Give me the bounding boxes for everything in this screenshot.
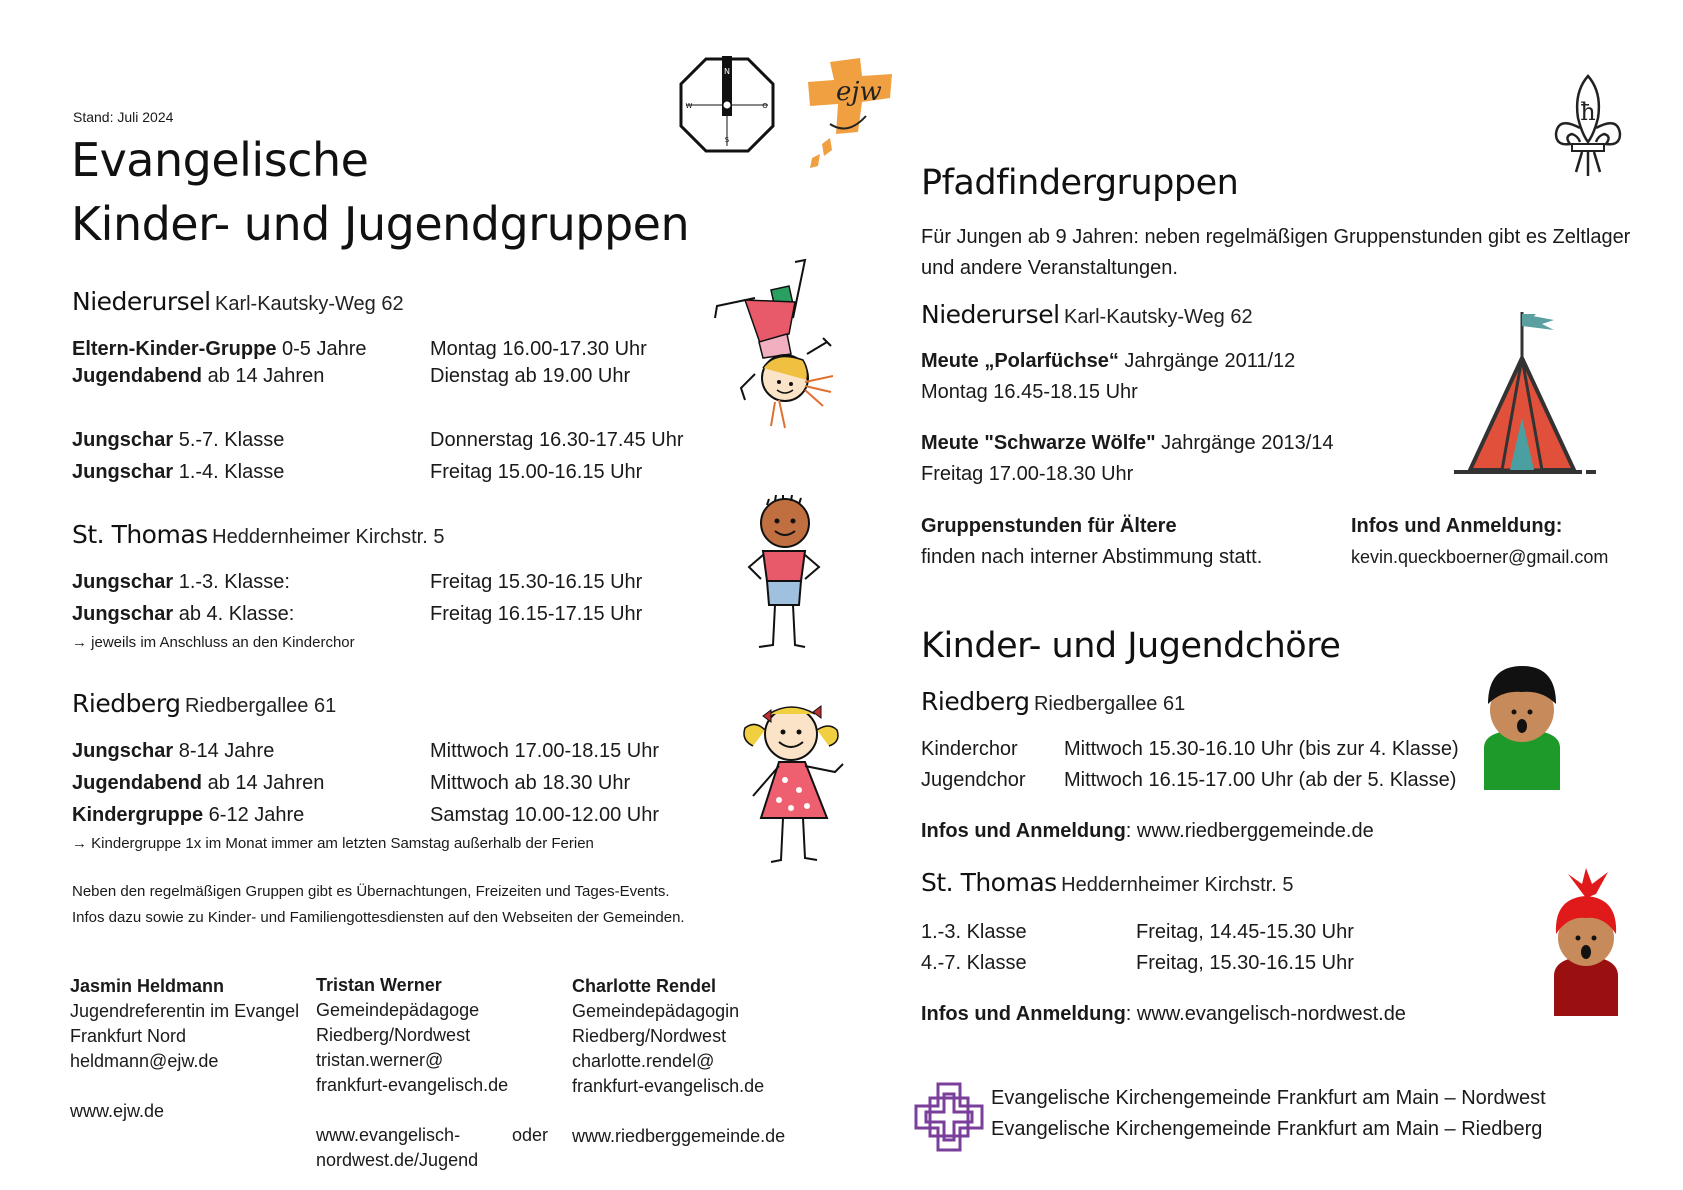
choir-time: Mittwoch 15.30-16.10 Uhr (bis zur 4. Klasse) bbox=[1064, 738, 1459, 760]
pfad-infos-email[interactable]: kevin.queckboerner@gmail.com bbox=[1351, 547, 1609, 567]
location-name: Niederursel bbox=[921, 300, 1060, 329]
contact-email[interactable]: heldmann@ejw.de bbox=[70, 1051, 219, 1071]
group-time: Donnerstag 16.30-17.45 Uhr bbox=[430, 429, 684, 451]
contact-role: Gemeindepädagoge bbox=[316, 1000, 480, 1020]
location-name: Riedberg bbox=[921, 687, 1030, 716]
group-row bbox=[72, 461, 284, 484]
info-label: Infos und Anmeldung bbox=[921, 1003, 1126, 1025]
meute-name: Meute "Schwarze Wölfe" bbox=[921, 432, 1156, 454]
footer-line-2: Evangelische Kirchengemeinde Frankfurt am Main – Riedberg bbox=[991, 1118, 1543, 1140]
group-detail: 8-14 Jahre bbox=[173, 740, 275, 762]
singing-girl-icon bbox=[1546, 868, 1626, 1016]
compass-logo-icon bbox=[676, 54, 778, 156]
group-detail: 1.-4. Klasse bbox=[173, 461, 285, 483]
meute-name: Meute „Polarfüchse“ bbox=[921, 350, 1119, 372]
group-detail: ab 4. Klasse: bbox=[173, 603, 295, 625]
choir-label: 4.-7. Klasse bbox=[921, 952, 1027, 974]
group-row bbox=[72, 740, 274, 763]
pfad-infos-title: Infos und Anmeldung: bbox=[1351, 515, 1563, 537]
contact-area: Riedberg/Nordwest bbox=[316, 1025, 471, 1045]
group-time: Dienstag ab 19.00 Uhr bbox=[430, 365, 631, 387]
contact-name: Charlotte Rendel bbox=[572, 976, 717, 996]
location-address: Heddernheimer Kirchstr. 5 bbox=[1061, 874, 1294, 896]
contact-role: Jugendreferentin im Evangel bbox=[70, 1001, 300, 1021]
stand-date: Stand: Juli 2024 bbox=[73, 109, 174, 125]
contact-email-domain[interactable]: frankfurt-evangelisch.de bbox=[316, 1075, 509, 1095]
contact-name: Jasmin Heldmann bbox=[70, 976, 225, 996]
group-name: Jungschar bbox=[72, 603, 174, 625]
pfad-description-1: Für Jungen ab 9 Jahren: neben regelmäßigen Gruppenstunden gibt es Zeltlager bbox=[921, 226, 1631, 248]
group-name: Jugendabend bbox=[72, 772, 203, 794]
info-link[interactable]: : www.riedberggemeinde.de bbox=[1125, 820, 1374, 842]
cartwheel-child-illustration bbox=[705, 258, 855, 438]
info-line-2: Infos dazu sowie zu Kinder- und Familiengottesdiensten auf den Webseiten der Gemeinden. bbox=[72, 909, 685, 926]
footer-line-1: Evangelische Kirchengemeinde Frankfurt am Main – Nordwest bbox=[991, 1087, 1546, 1109]
riedberg-note: → Kindergruppe 1x im Monat immer am letzten Samstag außerhalb der Ferien bbox=[72, 835, 594, 852]
contact-rendel bbox=[572, 974, 812, 1149]
meute-years: Jahrgänge 2011/12 bbox=[1118, 350, 1296, 372]
location-name: St. Thomas bbox=[921, 868, 1057, 897]
contact-website[interactable]: www.ejw.de bbox=[70, 1101, 165, 1121]
location-riedberg bbox=[72, 689, 336, 718]
meute-years: Jahrgänge 2013/14 bbox=[1155, 432, 1334, 454]
contact-website[interactable]: www.evangelisch- bbox=[316, 1125, 461, 1145]
location-address: Riedbergallee 61 bbox=[1033, 693, 1186, 715]
tent-icon bbox=[1450, 308, 1600, 478]
contact-website-or: oder bbox=[511, 1125, 548, 1145]
group-time: Freitag 15.00-16.15 Uhr bbox=[430, 461, 643, 483]
group-detail: 5.-7. Klasse bbox=[173, 429, 285, 451]
group-name: Jungschar bbox=[72, 461, 174, 483]
contact-website-cont[interactable]: nordwest.de/Jugend bbox=[316, 1150, 479, 1170]
contact-area: Frankfurt Nord bbox=[70, 1026, 187, 1046]
choir-location-riedberg bbox=[921, 687, 1185, 716]
group-row bbox=[72, 603, 294, 626]
choir-label: Jugendchor bbox=[921, 769, 1026, 791]
group-time: Mittwoch 17.00-18.15 Uhr bbox=[430, 740, 660, 762]
meute-schwarze-woelfe-time: Freitag 17.00-18.30 Uhr bbox=[921, 463, 1134, 485]
location-address: Riedbergallee 61 bbox=[184, 695, 337, 717]
meute-polarfuechse bbox=[921, 350, 1295, 373]
pfad-description-2: und andere Veranstaltungen. bbox=[921, 257, 1178, 279]
group-time: Mittwoch ab 18.30 Uhr bbox=[430, 772, 631, 794]
choir-riedberg-info bbox=[921, 820, 1374, 843]
location-st-thomas bbox=[72, 520, 444, 549]
girl-illustration bbox=[735, 700, 855, 870]
group-name: Jungschar bbox=[72, 571, 174, 593]
older-groups-text: finden nach interner Abstimmung statt. bbox=[921, 546, 1263, 568]
boy-illustration bbox=[735, 495, 825, 655]
meute-schwarze-woelfe bbox=[921, 432, 1334, 455]
svg-text:ejw: ejw bbox=[836, 77, 882, 107]
contact-name: Tristan Werner bbox=[316, 975, 442, 995]
group-detail: ab 14 Jahren bbox=[202, 772, 325, 794]
section-title-pfadfinder: Pfadfindergruppen bbox=[921, 163, 1239, 203]
group-detail: 1.-3. Klasse: bbox=[173, 571, 290, 593]
contact-heldmann bbox=[70, 974, 306, 1124]
compass-w: W bbox=[685, 102, 693, 110]
group-row bbox=[72, 571, 290, 594]
choir-time: Mittwoch 16.15-17.00 Uhr (ab der 5. Klasse) bbox=[1064, 769, 1457, 791]
group-name: Jungschar bbox=[72, 429, 174, 451]
group-time: Samstag 10.00-12.00 Uhr bbox=[430, 804, 660, 826]
info-label: Infos und Anmeldung bbox=[921, 820, 1126, 842]
choir-label: 1.-3. Klasse bbox=[921, 921, 1027, 943]
group-row bbox=[72, 338, 367, 361]
contact-website[interactable]: www.riedberggemeinde.de bbox=[572, 1126, 786, 1146]
info-link[interactable]: : www.evangelisch-nordwest.de bbox=[1125, 1003, 1406, 1025]
group-detail: ab 14 Jahren bbox=[202, 365, 325, 387]
location-name: Riedberg bbox=[72, 689, 181, 718]
singing-boy-icon bbox=[1482, 660, 1562, 790]
choir-time: Freitag, 15.30-16.15 Uhr bbox=[1136, 952, 1354, 974]
contact-email[interactable]: tristan.werner@ bbox=[316, 1050, 444, 1070]
svg-text:ħ: ħ bbox=[1580, 98, 1596, 126]
info-line-1: Neben den regelmäßigen Gruppen gibt es Übernachtungen, Freizeiten und Tages-Events. bbox=[72, 883, 670, 900]
group-row bbox=[72, 365, 324, 388]
choir-location-st-thomas bbox=[921, 868, 1293, 897]
section-title-choirs: Kinder- und Jugendchöre bbox=[921, 626, 1341, 666]
group-time: Montag 16.00-17.30 Uhr bbox=[430, 338, 647, 360]
compass-n: N bbox=[724, 67, 730, 76]
location-name: St. Thomas bbox=[72, 520, 208, 549]
contact-role: Gemeindepädagogin bbox=[572, 1001, 740, 1021]
group-detail: 0-5 Jahre bbox=[276, 338, 367, 360]
group-detail: 6-12 Jahre bbox=[203, 804, 305, 826]
page-title-line2: Kinder- und Jugendgruppen bbox=[71, 197, 690, 251]
group-row bbox=[72, 429, 284, 452]
compass-o: O bbox=[762, 102, 768, 110]
group-name: Eltern-Kinder-Gruppe bbox=[72, 338, 277, 360]
group-time: Freitag 16.15-17.15 Uhr bbox=[430, 603, 643, 625]
contact-area: Riedberg/Nordwest bbox=[572, 1026, 727, 1046]
location-address: Heddernheimer Kirchstr. 5 bbox=[212, 526, 445, 548]
location-name: Niederursel bbox=[72, 287, 211, 316]
contact-website-row bbox=[316, 1123, 548, 1148]
choir-label: Kinderchor bbox=[921, 738, 1018, 760]
fleur-de-lis-icon bbox=[1550, 72, 1626, 182]
location-niederursel bbox=[72, 287, 404, 316]
group-name: Jugendabend bbox=[72, 365, 203, 387]
older-groups-title: Gruppenstunden für Ältere bbox=[921, 515, 1177, 537]
contact-email-domain[interactable]: frankfurt-evangelisch.de bbox=[572, 1076, 765, 1096]
location-address: Karl-Kautsky-Weg 62 bbox=[214, 293, 404, 315]
group-row bbox=[72, 804, 304, 827]
group-name: Kindergruppe bbox=[72, 804, 204, 826]
pfad-location bbox=[921, 300, 1253, 329]
church-cross-logo-icon bbox=[912, 1080, 986, 1154]
choir-time: Freitag, 14.45-15.30 Uhr bbox=[1136, 921, 1354, 943]
page-title-line1: Evangelische bbox=[71, 133, 369, 187]
contact-werner bbox=[316, 973, 548, 1173]
group-name: Jungschar bbox=[72, 740, 174, 762]
meute-polarfuechse-time: Montag 16.45-18.15 Uhr bbox=[921, 381, 1138, 403]
contact-email[interactable]: charlotte.rendel@ bbox=[572, 1051, 715, 1071]
group-row bbox=[72, 772, 324, 795]
st-thomas-note: → jeweils im Anschluss an den Kinderchor bbox=[72, 634, 355, 651]
compass-s: S bbox=[724, 136, 730, 144]
ejw-logo-icon bbox=[800, 54, 898, 172]
choir-thomas-info bbox=[921, 1003, 1406, 1026]
group-time: Freitag 15.30-16.15 Uhr bbox=[430, 571, 643, 593]
location-address: Karl-Kautsky-Weg 62 bbox=[1063, 306, 1253, 328]
